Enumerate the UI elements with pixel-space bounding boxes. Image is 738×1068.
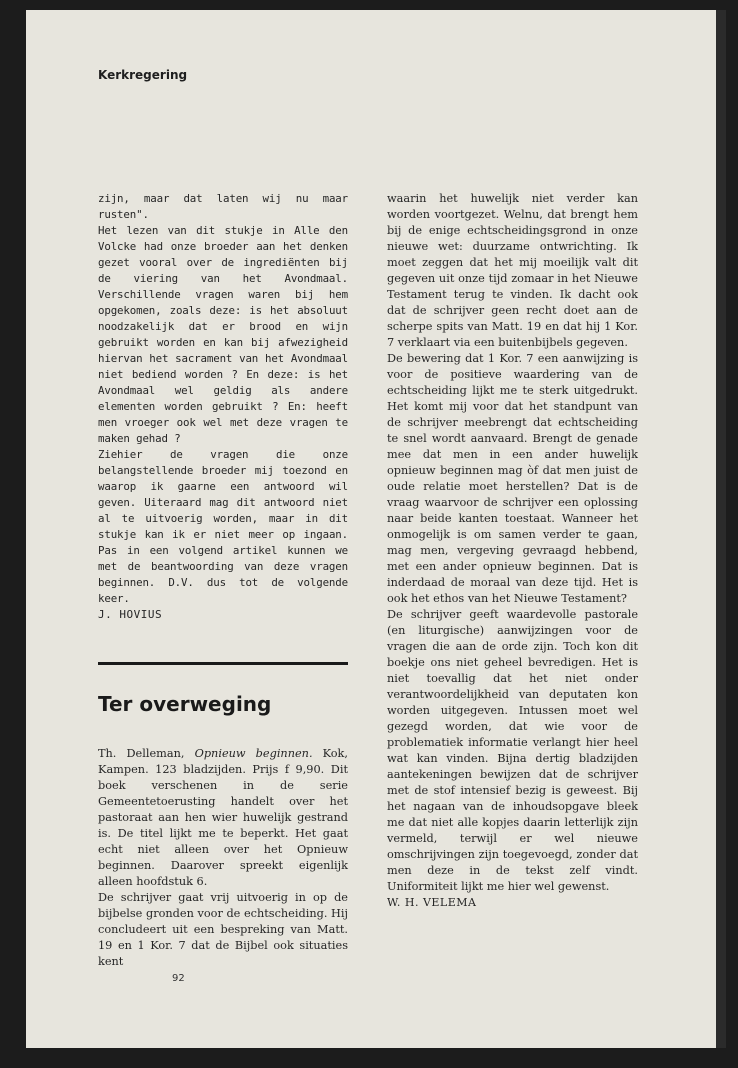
paragraph: zijn, maar dat laten wij nu maar rusten".: [98, 192, 348, 221]
section-divider: [98, 662, 348, 665]
signature-hovius: J. HOVIUS: [98, 608, 163, 621]
paragraph: waarin het huwelijk niet verder kan worden voortgezet. Welnu, dat brengt hem bij de enige echtscheidingsgrond in onze nieuwe wet: duurzame ontwrichting. Ik moet zeggen dat het mij moeilijk valt dit gegeven uit onze tijd zomaar in het Nieuwe Testament terug te vinden. Ik dacht ook dat de schrijver geen recht doet aan de scherpe spits van Matt. 19 en dat hij 1 Kor. 7 verklaart via een buitenbijbels gegeven.: [387, 192, 638, 349]
section-label: Kerkregering: [98, 68, 188, 82]
paragraph: De schrijver gaat vrij uitvoerig in op de bijbelse gronden voor de echtscheiding. Hij concludeert uit een bespreking van Matt. 19 en 1 Kor. 7 dat de Bijbel ook situaties kent: [98, 891, 348, 968]
paragraph: De schrijver geeft waardevolle pastorale (en liturgische) aanwijzingen voor de vragen die aan de orde zijn. Toch kon dit boekje ons niet geheel bevredigen. Het is niet toevallig dat het niet onder verantwoordelijkheid van deputaten kon worden uitgegeven. Intussen moet wel gezegd worden, dat wie voor de problematiek informatie verlangt hier heel wat kan vinden. Bijna dertig bladzijden aantekeningen bewijzen dat de schrijver met de stof intensief bezig is geweest. Bij het nagaan van de inhoudsopgave bleek me dat niet alle kopjes daarin letterlijk zijn vermeld, terwijl er wel nieuwe omschrijvingen zijn toegevoegd, zonder dat men deze in de tekst zelf vindt. Uniformiteit lijkt me hier wel gewenst.: [387, 608, 638, 893]
signature-velema: W. H. VELEMA: [387, 896, 477, 909]
page-edge: [716, 10, 726, 1048]
right-column: [387, 191, 638, 911]
review-intro-rest: Kok, Kampen. 123 bladzijden. Prijs f 9,90. Dit boek verschenen in de serie Gemeentetoerusting handelt over het pastoraat aan hen wier huwelijk gestrand is. De titel lijkt me te beperkt. Het gaat echt niet alleen over het Opnieuw beginnen. Daarover spreekt eigenlijk alleen hoofdstuk 6.: [98, 747, 348, 888]
review-text: [98, 746, 348, 970]
paragraph: De bewering dat 1 Kor. 7 een aanwijzing is voor de positieve waardering van de echtscheiding lijkt me te sterk uitgedrukt. Het komt mij voor dat het standpunt van de schrijver meebrengt dat echtscheiding te snel wordt aanvaard. Brengt de genade mee dat men in een ander huwelijk opnieuw beginnen mag òf dat men juist de oude relatie moet herstellen? Dat is de vraag waarvoor de schrijver een oplossing naar beide kanten toestaat. Wanneer het onmogelijk is om samen verder te gaan, mag men, vergeving gevraagd hebbend, met een ander opnieuw beginnen. Dat is inderdaad de moraal van deze tijd. Het is ook het ethos van het Nieuwe Testament?: [387, 352, 638, 605]
left-column: [98, 191, 348, 623]
paragraph: Het lezen van dit stukje in Alle den Volcke had onze broeder aan het denken gezet vooral over de ingrediënten bij de viering van het Avondmaal. Verschillende vragen waren bij hem opgekomen, zoals deze: is het absoluut noodzakelijk dat er brood en wijn gebruikt worden en kan bij afwezigheid hiervan het sacrament van het Avondmaal niet bediend worden ? En deze: is het Avondmaal wel geldig als andere elementen worden gebruikt ? En: heeft men vroeger ook wel met deze vragen te maken gehad ?: [98, 224, 348, 445]
review-intro: [98, 746, 348, 890]
review-author: Th. Delleman,: [98, 747, 195, 760]
paragraph: Ziehier de vragen die onze belangstellende broeder mij toezond en waarop ik gaarne een antwoord wil geven. Uiteraard mag dit antwoord niet al te uitvoerig worden, maar in dit stukje kan ik er niet meer op ingaan. Pas in een volgend artikel kunnen we met de beantwoording van deze vragen beginnen. D.V. dus tot de volgende keer.: [98, 448, 348, 605]
page: [26, 10, 726, 1048]
section-heading: Ter overweging: [98, 692, 272, 716]
page-number: 92: [172, 973, 185, 984]
book-title: Opnieuw beginnen.: [194, 747, 313, 760]
